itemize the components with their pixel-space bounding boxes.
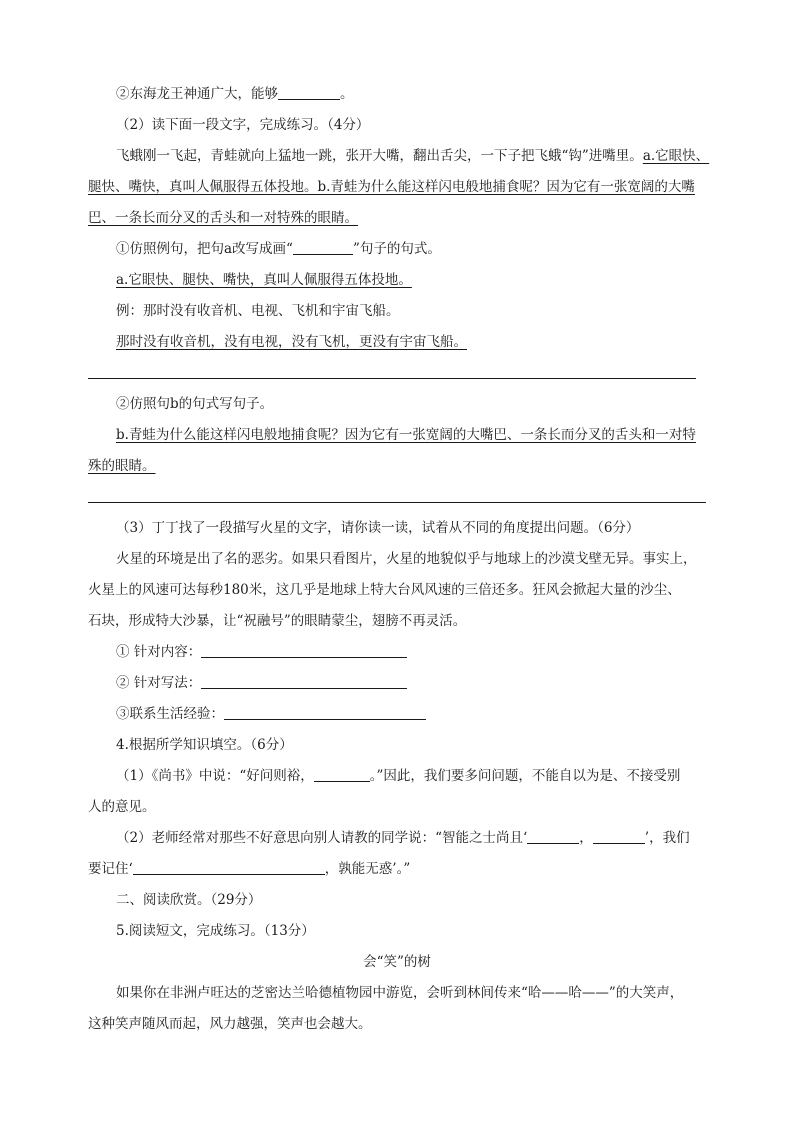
answer-blank[interactable] (201, 674, 407, 689)
answer-blank[interactable] (278, 85, 340, 100)
answer-blank[interactable] (201, 643, 407, 658)
q4-sentence-2-cont: 要记住‘ ，孰能无惑’。” (88, 861, 411, 877)
answer-blank[interactable] (224, 705, 426, 720)
answer-blank[interactable] (527, 829, 579, 844)
question-content: ① 针对内容： (116, 642, 407, 662)
article-title: 会“笑”的树 (363, 954, 431, 970)
answer-line-2[interactable] (88, 502, 706, 503)
sentence-b-line-1: b.青蛙为什么能这样闪电般地捕食呢？因为它有一张宽阔的大嘴巴、一条长而分叉的舌头和一对特 (116, 427, 696, 443)
example-rewrite: 那时没有收音机，没有电视，没有飞机，更没有宇宙飞船。 (116, 334, 467, 350)
q4-sentence-2: （2）老师经常对那些不好意思向别人请教的同学说：“智能之士尚且‘ ， ’，我们 (116, 830, 690, 846)
part-3-title: （3）丁丁找了一段描写火星的文字，请你读一读，试着从不同的角度提出问题。（6分） (116, 520, 640, 536)
q4-sentence-1-cont: 人的意见。 (88, 799, 156, 815)
exercise-1-prompt: ①仿照例句，把句a改写成画“ ”句子的句式。 (116, 241, 441, 257)
part-2-title: （2）读下面一段文字，完成练习。（4分） (116, 117, 370, 133)
article-line-2: 这种笑声随风而起，风力越强，笑声也会越大。 (88, 1016, 372, 1032)
passage-line-2: 腿快、嘴快，真叫人佩服得五体投地。b.青蛙为什么能这样闪电般地捕食呢？因为它有一张宽阔的大嘴 (88, 179, 695, 195)
answer-line-1[interactable] (88, 378, 696, 379)
sentence-b-line-2: 殊的眼睛。 (88, 458, 156, 474)
answer-blank[interactable] (593, 829, 645, 844)
mars-passage-line-2: 火星上的风速可达每秒180米，这几乎是地球上特大台风风速的三倍还多。狂风会掀起大量的沙尘、 (88, 582, 681, 598)
exercise-2-prompt: ②仿照句b的句式写句子。 (116, 396, 274, 412)
answer-blank[interactable] (314, 767, 370, 782)
sentence-a: a.它眼快、腿快、嘴快，真叫人佩服得五体投地。 (116, 272, 412, 288)
answer-blank[interactable] (133, 860, 325, 875)
article-line-1: 如果你在非洲卢旺达的芝密达兰哈德植物园中游览，会听到林间传来“哈——哈——”的大笑声， (116, 985, 684, 1001)
passage-line-3: 巴、一条长而分叉的舌头和一对特殊的眼睛。 (88, 210, 358, 226)
section-2-title: 二、阅读欣赏。（29分） (116, 892, 262, 908)
q3-item-2: ②东海龙王神通广大，能够 。 (116, 86, 354, 102)
mars-passage-line-3: 石块，形成特大沙暴，让“祝融号”的眼睛蒙尘，翅膀不再灵活。 (88, 613, 467, 629)
question-life: ③联系生活经验： (116, 704, 426, 724)
example-sentence: 例：那时没有收音机、电视、飞机和宇宙飞船。 (116, 303, 400, 319)
question-4-title: 4.根据所学知识填空。（6分） (116, 737, 293, 753)
mars-passage-line-1: 火星的环境是出了名的恶劣。如果只看图片，火星的地貌似乎与地球上的沙漠戈壁无异。事实上， (116, 551, 697, 567)
q4-sentence-1: （1）《尚书》中说：“好问则裕， 。”因此，我们要多问问题，不能自以为是、不接受别 (116, 768, 681, 784)
answer-blank[interactable] (293, 240, 353, 255)
question-writing: ② 针对写法： (116, 673, 407, 693)
question-5-title: 5.阅读短文，完成练习。（13分） (116, 923, 315, 939)
passage-line-1: 飞蛾刚一飞起，青蛙就向上猛地一跳，张开大嘴，翻出舌尖，一下子把飞蛾“钩”进嘴里。a.它眼快、 (116, 148, 710, 164)
